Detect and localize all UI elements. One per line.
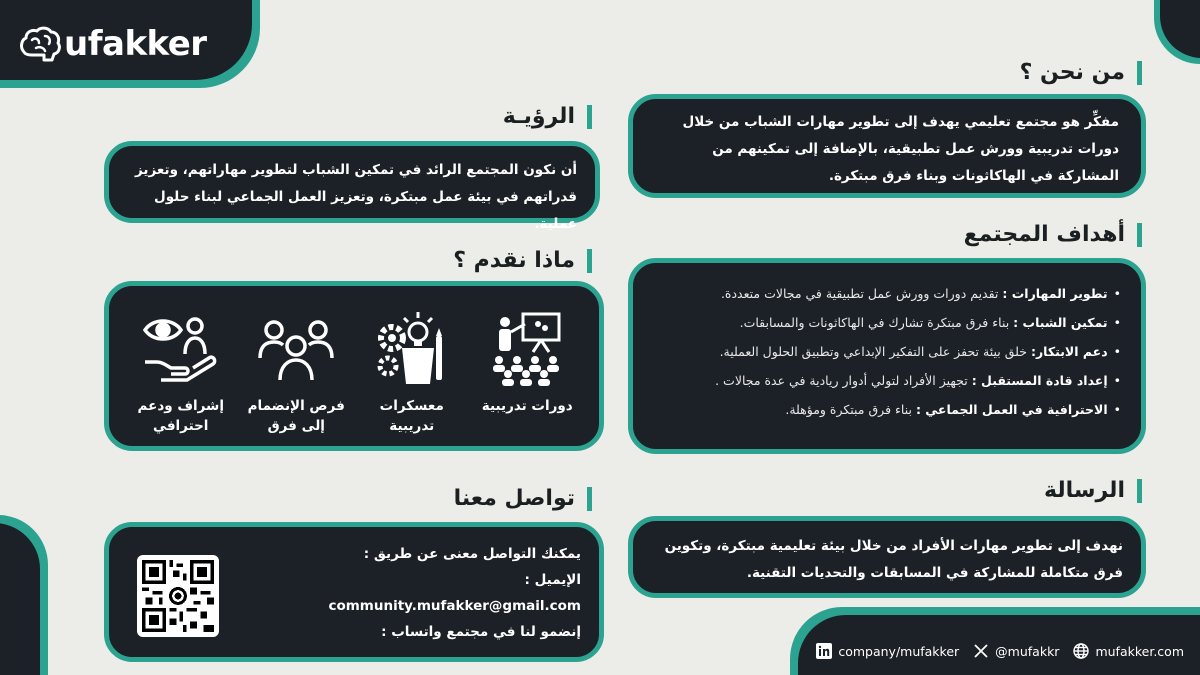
goals-title: أهداف المجتمع [963,222,1125,247]
offer-join-teams [241,308,351,436]
goals-panel [628,258,1146,454]
goals-heading [964,222,1142,247]
offer-bootcamps [357,308,467,436]
footer-links [802,643,1184,659]
mission-panel [628,516,1146,598]
mission-title: الرسالة [1044,478,1125,503]
heading-accent-bar [1137,479,1142,503]
footer-website-text: mufakker.com [1095,643,1184,659]
qr-code-icon [142,560,214,632]
email-label: الإيميل : [524,572,581,588]
offers-panel [104,281,604,451]
heading-accent-bar [1137,61,1142,85]
footer-linkedin-text: company/mufakker [838,643,960,659]
offer-professional-support [126,308,236,436]
heading-accent-bar [587,487,592,511]
globe-icon [1073,643,1089,659]
eye-hand-support-icon [141,308,221,388]
team-group-icon [256,308,336,388]
heading-accent-bar [1137,223,1142,247]
heading-accent-bar [587,249,592,273]
vision-text: أن نكون المجتمع الرائد في تمكين الشباب لتطوير مهاراتهم، وتعزيز قدراتهم في بيئة عمل مبتكرة، وتعزيز العمل الجماعي لبناء حلول عملية. [135,162,577,232]
goal-item: • دعم الابتكار: خلق بيئة تحفز على التفكير الإبداعي وتطبيق الحلول العملية. [643,337,1121,366]
offer-label: معسكرات تدريبية [379,398,444,434]
goal-item: • الاحترافية في العمل الجماعي : بناء فرق مبتكرة ومؤهلة. [643,395,1121,424]
contact-heading [454,486,592,511]
footer-website[interactable] [1073,643,1184,659]
footer-linkedin[interactable] [816,643,959,659]
vision-title: الرؤيـة [502,104,575,129]
footer-x[interactable] [973,643,1059,659]
about-text: مفكِّر هو مجتمع تعليمي يهدف إلى تطوير مهارات الشباب من خلال دورات تدريبية وورش عمل تطبيقية، بالإضافة إلى تمكينهم من المشاركة في الهاكاثونات وبناء فرق مبتكرة. [682,114,1119,184]
corner-decoration-bottom-left [0,523,40,675]
heading-accent-bar [587,105,592,129]
brand-name: ufakker [64,24,207,64]
goal-item: • تمكين الشباب : بناء فرق مبتكرة تشارك في الهاكاثونات والمسابقات. [643,308,1121,337]
mission-heading [1044,478,1142,503]
goals-list [643,279,1121,424]
whatsapp-join-text: إنضمو لنا في مجتمع واتساب : [381,624,581,640]
training-presentation-icon [487,308,567,388]
brain-icon [18,22,62,66]
contact-panel [104,522,604,662]
offers-title: ماذا نقدم ؟ [453,248,575,273]
footer-x-text: @mufakkr [995,643,1060,659]
vision-panel [104,141,600,232]
offers-heading [453,248,592,273]
contact-title: تواصل معنا [453,486,575,511]
mission-text: نهدف إلى تطوير مهارات الأفراد من خلال بيئة تعليمية مبتكرة، وتكوين فرق متكاملة للمشاركة في المسابقات والتحديات التقنية. [664,538,1123,581]
whatsapp-qr-code[interactable] [137,555,219,637]
gears-lightbulb-icon [372,308,452,388]
about-title: من نحن ؟ [1019,60,1125,85]
offer-label: دورات تدريبية [481,398,573,414]
goal-item: • تطوير المهارات : تقديم دورات وورش عمل تطبيقية في مجالات متعددة. [643,279,1121,308]
offer-label: فرص الإنضمام إلى فرق [247,398,345,434]
x-icon [973,643,989,659]
offer-label: إشراف ودعم احترافي [137,398,224,434]
email-link[interactable]: community.mufakker@gmail.com [328,598,581,614]
contact-intro: يمكنك التواصل معنى عن طريق : [363,546,581,562]
about-panel [628,94,1146,198]
offer-training-courses [472,308,582,416]
vision-heading [503,104,592,129]
brand-logo [18,22,207,66]
linkedin-icon [816,643,832,659]
about-heading [1020,60,1142,85]
goal-item: • إعداد قادة المستقبل : تجهيز الأفراد لتولي أدوار ريادية في عدة مجالات . [643,366,1121,395]
